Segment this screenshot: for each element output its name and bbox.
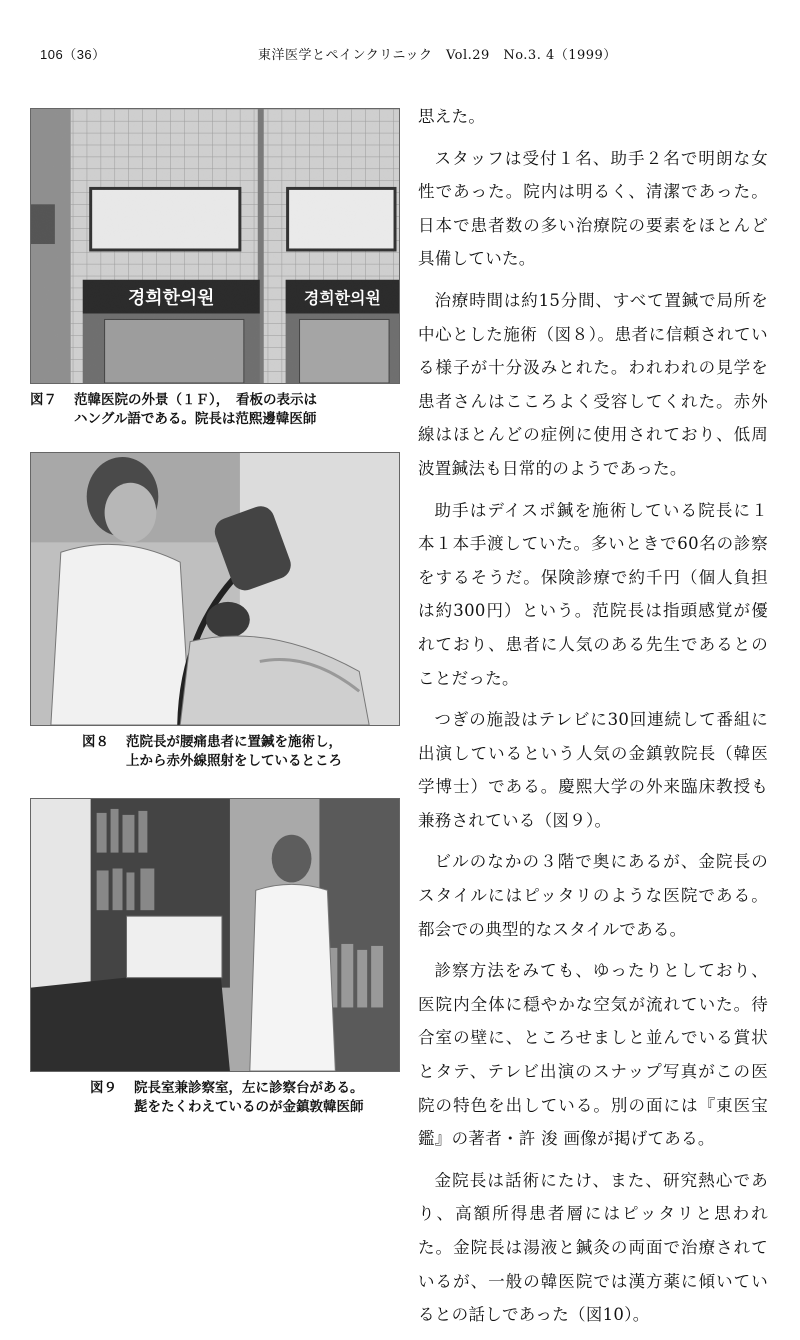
figure-7-caption [30,390,400,428]
figure-9-caption [30,1078,400,1116]
figure-7-number: 図７ [30,392,57,407]
clinic-sign-1: 경희한의원 [128,287,215,309]
figure-8-caption [30,732,400,770]
body-paragraph-8: 金院長は話術にたけ、また、研究熱心であり、高額所得患者層にはピッタリと思われた。金院長は湯液と鍼灸の両面で治療されているが、一般の韓医院では漢方薬に傾いているとの話しであった（図10）。 [418,1170,768,1325]
body-paragraph-6: ビルのなかの３階で奥にあるが、金院長のスタイルにはピッタリのような医院である。都会での典型的なスタイルである。 [418,852,768,939]
figure-8-caption-line-2: 上から赤外線照射をしているところ [126,753,342,768]
figure-9-number: 図９ [90,1080,117,1095]
treatment-room-photo [31,453,399,725]
figure-9 [30,798,400,1116]
figure-8-caption-line-1: 范院長が腰痛患者に置鍼を施術し， [126,734,342,749]
figure-7 [30,108,400,428]
figure-9-caption-line-1: 院長室兼診察室，左に診察台がある。 [134,1080,364,1095]
figure-7-caption-line-1: 范韓医院の外景（１Ｆ）， 看板の表示は [74,392,317,407]
figure-9-photo [30,798,400,1072]
journal-title: 東洋医学とペインクリニック Vol.29 No.3. 4（1999） [258,48,617,63]
body-paragraph-2: スタッフは受付１名、助手２名で明朗な女性であった。院内は明るく、清潔であった。日本で患者数の多い治療院の要素をほとんど具備していた。 [418,148,768,269]
body-paragraph-5: つぎの施設はテレビに30回連続して番組に出演しているという人気の金鎮敦院長（韓医学博士）である。慶熙大学の外来臨床教授も兼務されている（図９）。 [418,710,768,830]
clinic-sign-2: 경희한의원 [303,288,381,308]
body-paragraph-7: 診察方法をみても、ゆったりとしており、医院内全体に穏やかな空気が流れていた。待合室の壁に、ところせましと並んでいる賞状とタテ、テレビ出演のスナップ写真がこの医院の特色を出している。別の面には『東医宝鑑』の著者・許 浚 画像が掲げてある。 [418,961,768,1149]
body-text-column [418,100,768,1340]
figure-8-photo [30,452,400,726]
figure-8 [30,452,400,770]
building-exterior-photo [31,109,399,383]
figure-7-caption-line-2: ハングル語である。院長は范熙邊韓医師 [74,411,317,426]
page-header [40,44,760,68]
body-paragraph-1: 思えた。 [418,107,486,126]
office-exam-room-photo [31,799,399,1071]
figure-7-photo [30,108,400,384]
figure-9-caption-line-2: 髭をたくわえているのが金鎮敦韓医師 [134,1099,364,1114]
figure-8-number: 図８ [82,734,109,749]
page-number: 106（36） [40,47,106,62]
body-paragraph-3: 治療時間は約15分間、すべて置鍼で局所を中心とした施術（図８）。患者に信頼されている様子が十分汲みとれた。われわれの見学を患者さんはこころよく受容してくれた。赤外線はほとんどの症例に使用されており、低周波置鍼法も日常的のようであった。 [418,290,768,478]
body-paragraph-4: 助手はデイスポ鍼を施術している院長に１本１本手渡していた。多いときで60名の診察をするそうだ。保険診療で約千円（個人負担は約300円）という。范院長は指頭感覚が優れており、患者に人気のある先生であるとのことだった。 [418,500,768,688]
